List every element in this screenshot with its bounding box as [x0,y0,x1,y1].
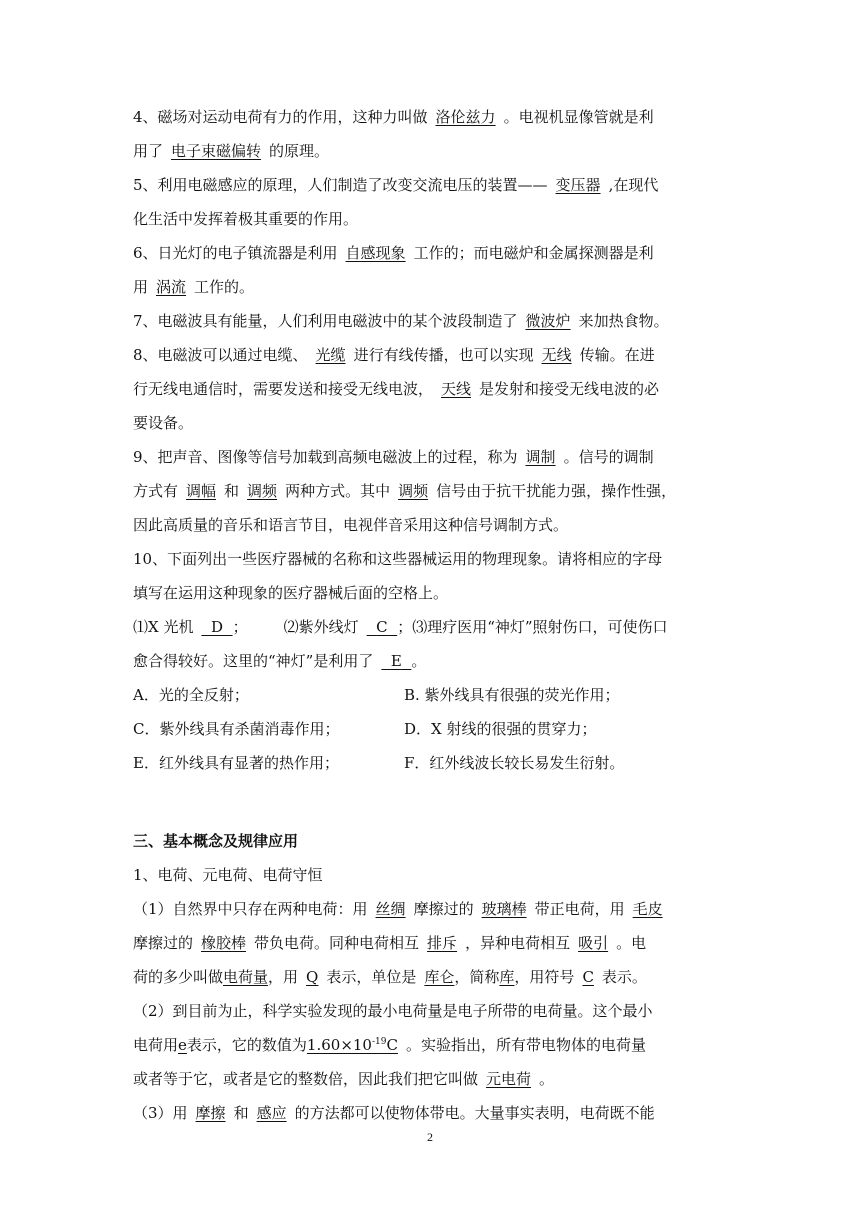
option-a: A．光的全反射； [133,686,249,704]
text: 化生活中发挥着极其重要的作用。 [133,210,359,228]
s3p1-line-3 [133,960,733,994]
text: 。电视机显像管就是利 [503,108,654,126]
q10-line-4 [133,644,733,678]
answer-blank: Q [306,968,319,986]
options-row-1 [133,678,733,712]
text: 愈合得较好。这里的“神灯”是利用了 [133,652,374,670]
q9-line-3 [133,508,733,542]
text: ⑵紫外线灯 [283,618,359,636]
q9-line-1 [133,440,733,474]
text: 6、日光灯的电子镇流器是利用 [133,244,338,262]
text: 传输。在进 [579,346,655,364]
text: 行无线电通信时，需要发送和接受无线电波， [133,380,434,398]
text: （2）到目前为止，科学实验发现的最小电荷量是电子所带的电荷量。这个最小 [133,1002,653,1020]
answer-blank: 涡流 [156,278,187,296]
answer-blank: 丝绸 [375,900,406,918]
q8-line-2 [133,372,733,406]
q7-line-1 [133,304,733,338]
text: 7、电磁波具有能量，人们利用电磁波中的某个波段制造了 [133,312,518,330]
q6-line-1 [133,236,733,270]
text: 表示，它的数值为 [186,1036,307,1054]
text: 因此高质量的音乐和语言节目，电视伴音采用这种信号调制方式。 [133,516,569,534]
answer-blank: 玻璃棒 [481,900,527,918]
answer-blank: e [178,1036,187,1054]
answer-blank: 毛皮 [632,900,663,918]
text: ，异种电荷相互 [465,934,571,952]
section-heading: 三、基本概念及规律应用 [133,832,299,850]
subsection-title: 1、电荷、元电荷、电荷守恒 [133,866,323,884]
answer-blank: 调频 [247,482,278,500]
text: 表示，单位是 [326,968,417,986]
text: ⑴X 光机 [133,618,194,636]
answer-blank: 调制 [525,448,556,466]
text: （3）用 [133,1104,188,1122]
text: 的原理。 [269,142,330,160]
answer-value: C [376,618,388,636]
s3p2-line-1 [133,994,733,1028]
text: 和 [233,1104,249,1122]
charge-exponent: -19 [371,1037,387,1047]
answer-blank: 光缆 [315,346,346,364]
q6-line-2 [133,270,733,304]
option-c: C．紫外线具有杀菌消毒作用； [133,720,340,738]
q10-line-1 [133,542,733,576]
q10-line-3 [133,610,733,644]
q4-line-1 [133,100,733,134]
answer-blank: 电子束磁偏转 [171,142,262,160]
answer-value: D [211,618,224,636]
option-b: B. 紫外线具有很强的荧光作用； [404,686,620,704]
text: 摩擦过的 [133,934,194,952]
answer-blank: 库仑 [424,968,455,986]
text: 带负电荷。同种电荷相互 [254,934,420,952]
answer-blank: 调频 [398,482,429,500]
answer-blank: 微波炉 [525,312,571,330]
text: 荷的多少叫做 [133,968,224,986]
text: 和 [224,482,240,500]
s3p2-line-2 [133,1028,733,1062]
q4-line-2 [133,134,733,168]
text: 填写在运用这种现象的医疗器械后面的空格上。 [133,584,449,602]
text: 。电 [616,934,647,952]
text: 表示。 [601,968,647,986]
text: ，用符号 [514,968,575,986]
option-d: D．X 射线的很强的贯穿力； [404,720,597,738]
options-row-3 [133,746,733,780]
text: 。 [411,652,427,670]
s3p2-line-3 [133,1062,733,1096]
document-body [133,100,733,1130]
text: 5、利用电磁感应的原理，人们制造了改变交流电压的装置—— [133,176,548,194]
answer-blank: 摩擦 [195,1104,226,1122]
text: （1）自然界中只存在两种电荷：用 [133,900,368,918]
answer-blank [381,652,411,670]
text: 。 [539,1070,555,1088]
text: 是发射和接受无线电波的必 [479,380,660,398]
text: 工作的；而电磁炉和金属探测器是利 [413,244,654,262]
q8-line-1 [133,338,733,372]
text: 方式有 [133,482,179,500]
text: 工作的。 [194,278,255,296]
answer-value: E [390,652,402,670]
text: 进行有线传播，也可以实现 [353,346,534,364]
text: 用 [133,278,149,296]
option-f: F．红外线波长较长易发生衍射。 [404,754,625,772]
q5-line-2 [133,202,733,236]
text: 4、磁场对运动电荷有力的作用，这种力叫做 [133,108,428,126]
text: 8、电磁波可以通过电缆、 [133,346,308,364]
answer-blank: 排斥 [427,934,458,952]
answer-blank: 吸引 [578,934,609,952]
answer-blank: 库 [499,968,515,986]
options-row-2 [133,712,733,746]
text: ,在现代 [608,176,659,194]
charge-value: 1.60×10 [306,1036,372,1054]
answer-blank: 洛伦兹力 [435,108,496,126]
answer-blank: 无线 [541,346,572,364]
text: 电荷用 [133,1036,179,1054]
answer-blank: 感应 [256,1104,287,1122]
answer-blank [307,1036,398,1054]
spacer [133,780,733,824]
text: 10、下面列出一些医疗器械的名称和这些器械运用的物理现象。请将相应的字母 [133,550,663,568]
text: ； [232,618,248,636]
text: 。信号的调制 [563,448,654,466]
answer-blank: 橡胶棒 [201,934,247,952]
q8-line-3 [133,406,733,440]
page-number: 2 [427,1130,433,1144]
q5-line-1 [133,168,733,202]
q9-line-2 [133,474,733,508]
text: ，简称 [454,968,500,986]
q10-line-2 [133,576,733,610]
answer-blank: 元电荷 [486,1070,532,1088]
answer-blank: 变压器 [555,176,601,194]
answer-blank: 电荷量 [223,968,269,986]
text: ；⑶理疗医用“神灯”照射伤口，可使伤口 [397,618,668,636]
text: 的方法都可以使物体带电。大量事实表明，电荷既不能 [294,1104,655,1122]
text: 信号由于抗干扰能力强，操作性强， [436,482,677,500]
s3p1-line-1 [133,892,733,926]
text: 。实验指出，所有带电物体的电荷量 [405,1036,646,1054]
answer-blank: 天线 [441,380,472,398]
text: 要设备。 [133,414,194,432]
charge-unit: C [386,1036,398,1054]
answer-blank: 调幅 [186,482,217,500]
text: 或者等于它，或者是它的整数倍，因此我们把它叫做 [133,1070,479,1088]
text: 摩擦过的 [413,900,474,918]
s3p3-line-1 [133,1096,733,1130]
answer-blank: C [582,968,594,986]
text: ，用 [268,968,299,986]
answer-blank: 自感现象 [345,244,406,262]
answer-blank [367,618,398,636]
text: 来加热食物。 [578,312,669,330]
text: 9、把声音、图像等信号加载到高频电磁波上的过程，称为 [133,448,518,466]
s3p1-line-2 [133,926,733,960]
option-e: E．红外线具有显著的热作用； [133,754,339,772]
answer-blank [201,618,232,636]
text: 两种方式。其中 [285,482,391,500]
text: 用了 [133,142,164,160]
text: 带正电荷，用 [534,900,625,918]
